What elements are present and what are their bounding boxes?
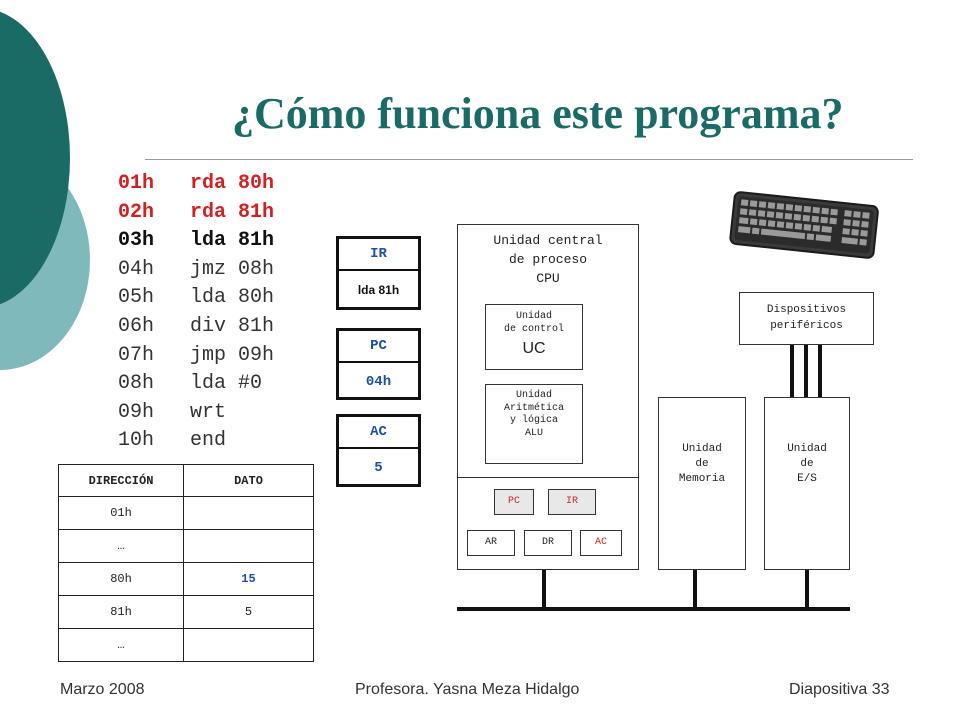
program-address: 01h (118, 172, 155, 195)
program-address: 04h (118, 257, 155, 281)
ac-register (336, 414, 421, 487)
ir-register-value: lda 81h (357, 283, 400, 297)
program-address: 09h (118, 400, 155, 424)
system-bus (457, 607, 850, 611)
cell-dato: 5 (184, 596, 314, 629)
program-address: 10h (118, 429, 155, 453)
cell-direccion: 01h (59, 497, 184, 530)
cpu-title: Unidad central de proceso CPU (493, 233, 603, 286)
footer-slide-number: Diapositiva 33 (789, 681, 890, 698)
program-instruction: lda 81h (190, 229, 275, 253)
footer-author: Profesora. Yasna Meza Hidalgo (355, 681, 580, 698)
table-row (59, 596, 314, 629)
program-instruction: rda 80h (190, 172, 275, 195)
cpu-bus-connector (542, 570, 546, 610)
program-line (118, 313, 274, 342)
table-header-direccion: DIRECCIÓN (59, 465, 184, 497)
ac-register-value: 5 (374, 460, 383, 476)
io-bus-connector (805, 570, 809, 610)
pc-register-name: PC (339, 331, 418, 363)
title-divider (145, 159, 913, 160)
table-header-dato: DATO (184, 465, 314, 497)
cell-dato (184, 629, 314, 662)
control-unit-acronym: UC (522, 340, 546, 357)
memory-table (58, 464, 314, 662)
memory-unit-box: Unidad de Memoria (658, 397, 746, 570)
table-row (59, 629, 314, 662)
pc-register-value: 04h (365, 374, 392, 390)
program-address: 07h (118, 343, 155, 367)
mini-dr-register: DR (524, 530, 572, 556)
memory-bus-connector (693, 570, 697, 610)
program-line (118, 427, 274, 456)
cell-direccion: … (59, 629, 184, 662)
cell-dato (184, 530, 314, 563)
program-address: 05h (118, 286, 155, 310)
pc-register (336, 328, 421, 400)
mini-ar-register: AR (467, 530, 515, 556)
program-instruction: end (190, 429, 227, 453)
mini-ac-register: AC (580, 530, 622, 556)
keyboard-icon (726, 185, 882, 267)
program-line (118, 370, 274, 399)
table-row (59, 497, 314, 530)
peripherals-box: Dispositivos periféricos (739, 292, 874, 345)
ir-register-name: IR (339, 239, 418, 271)
program-instruction: lda #0 (190, 372, 263, 396)
peripheral-connector-3 (818, 345, 822, 397)
cell-dato (184, 497, 314, 530)
mini-pc-register: PC (494, 489, 534, 515)
control-unit-label: Unidad de control (503, 311, 564, 335)
peripheral-connector-2 (804, 345, 808, 397)
program-line (118, 227, 274, 256)
program-instruction: lda 80h (190, 286, 275, 310)
cpu-divider (458, 477, 638, 478)
program-address: 03h (118, 229, 155, 253)
peripheral-connector-1 (790, 345, 794, 397)
alu-box: Unidad Aritmética y lógica ALU (485, 384, 583, 464)
cell-direccion: … (59, 530, 184, 563)
table-row (59, 563, 314, 596)
program-instruction: rda 81h (190, 200, 275, 224)
program-line (118, 256, 274, 285)
program-line (118, 284, 274, 313)
cell-dato: 15 (184, 563, 314, 596)
program-instruction: wrt (190, 400, 227, 424)
ir-register (336, 236, 421, 310)
program-line (118, 199, 274, 228)
slide-title: ¿Cómo funciona este programa? (232, 89, 844, 138)
program-address: 08h (118, 372, 155, 396)
mini-ir-register: IR (548, 489, 596, 515)
program-instruction: div 81h (190, 314, 275, 338)
io-unit-box: Unidad de E/S (764, 397, 850, 570)
cell-direccion: 80h (59, 563, 184, 596)
cell-direccion: 81h (59, 596, 184, 629)
program-address: 06h (118, 314, 155, 338)
ac-register-name: AC (339, 417, 418, 449)
program-line (118, 170, 274, 199)
program-instruction: jmz 08h (190, 257, 275, 281)
control-unit-box (485, 304, 583, 370)
decorative-circles (0, 0, 110, 420)
program-instruction: jmp 09h (190, 343, 275, 367)
program-address: 02h (118, 200, 155, 224)
program-line (118, 399, 274, 428)
table-row (59, 530, 314, 563)
footer-date: Marzo 2008 (60, 681, 145, 698)
program-line (118, 342, 274, 371)
program-listing (118, 170, 274, 456)
